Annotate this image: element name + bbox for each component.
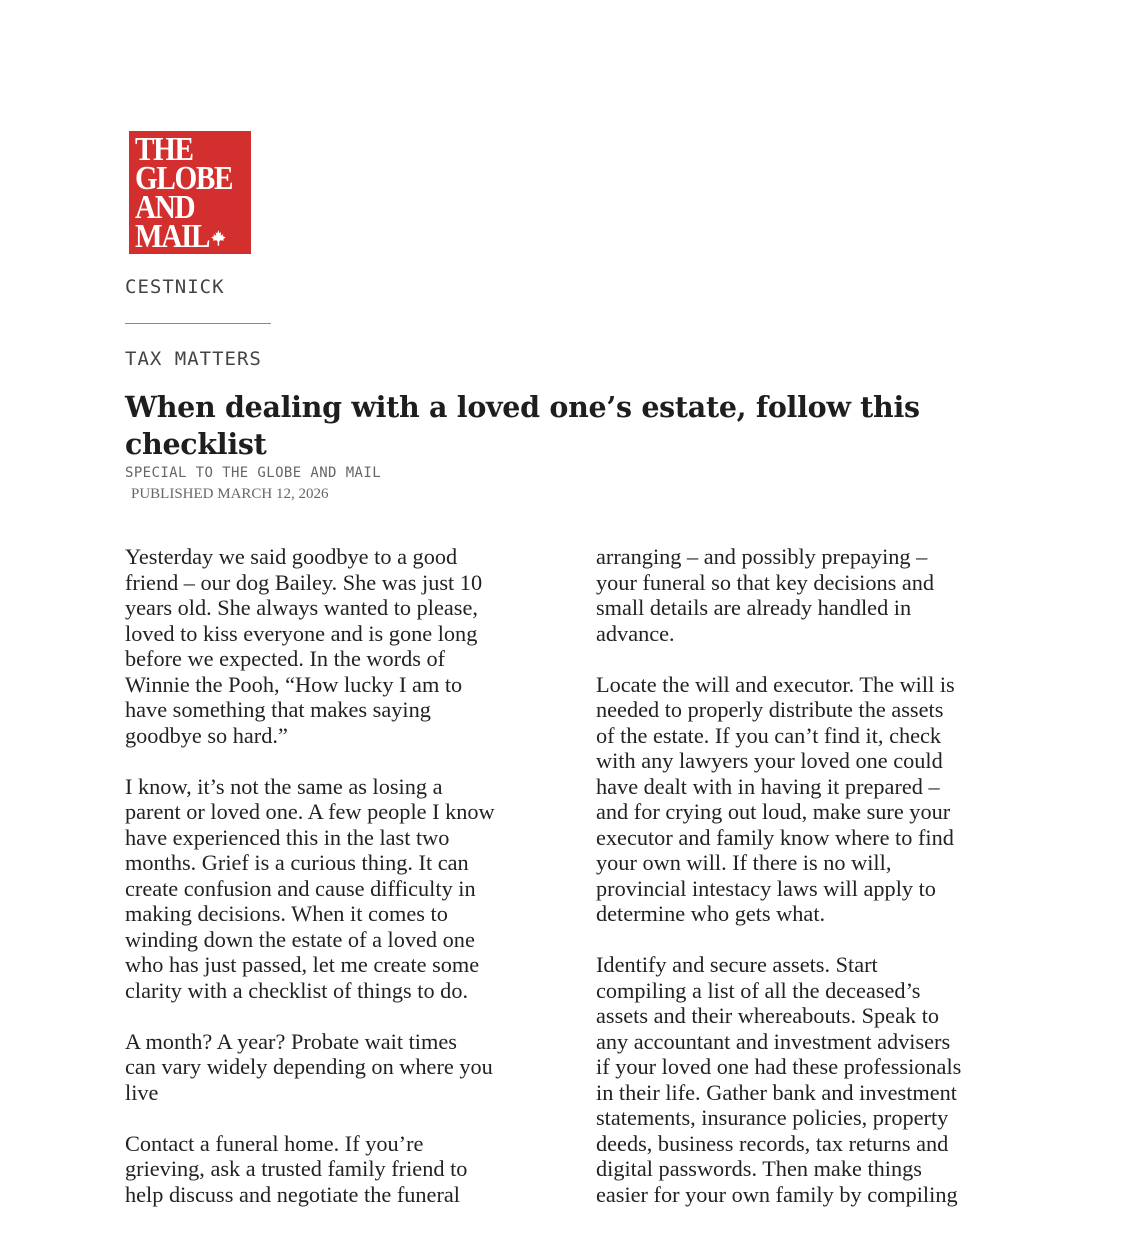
- publish-date: PUBLISHED MARCH 12, 2026: [131, 486, 329, 502]
- section-kicker: TAX MATTERS: [125, 348, 262, 370]
- article-paragraph: arranging – and possibly prepaying – your funeral so that key decisions and small details are already handled in advance.: [596, 544, 935, 646]
- logo-line-1: THE: [135, 131, 193, 168]
- article-column-left: [125, 544, 535, 1233]
- logo-line-2: GLOBE: [135, 160, 233, 197]
- article-paragraph: Identify and secure assets. Start compiling a list of all the deceased’s assets and their whereabouts. Speak to any accountant and investment advisers if your loved one had these professionals in their life. Gather bank and investment statements, insurance policies, property deeds, business records, tax returns and digital passwords. Then make things easier for your own family by compiling: [596, 952, 962, 1207]
- article-paragraph: Contact a funeral home. If you’re grieving, ask a trusted family friend to help discuss and negotiate the funeral: [125, 1130, 468, 1207]
- headline: When dealing with a loved one’s estate, follow this checklist: [125, 390, 920, 461]
- byline: SPECIAL TO THE GLOBE AND MAIL: [125, 465, 382, 481]
- author-kicker: CESTNICK: [125, 276, 225, 298]
- logo-line-4-text: MAIL: [135, 218, 210, 255]
- article-paragraph: Yesterday we said goodbye to a good friend – our dog Bailey. She was just 10 years old. She always wanted to please, loved to kiss everyone and is gone long before we expected. In the words of Winnie the Pooh, “How lucky I am to have something that makes saying goodbye so hard.”: [125, 544, 483, 748]
- article-paragraph: A month? A year? Probate wait times can vary widely depending on where you live: [125, 1028, 493, 1105]
- divider: [125, 323, 271, 324]
- logo-line-3: AND: [135, 189, 195, 226]
- logo-line-4: [135, 218, 235, 255]
- maple-leaf-icon: [211, 230, 226, 246]
- article-column-right: [596, 544, 1006, 1233]
- article-paragraph: I know, it’s not the same as losing a parent or loved one. A few people I know have experienced this in the last two months. Grief is a curious thing. It can create confusion and cause difficulty in making decisions. When it comes to winding down the estate of a loved one who has just passed, let me create some clarity with a checklist of things to do.: [125, 773, 495, 1003]
- article-paragraph: Locate the will and executor. The will is needed to properly distribute the assets of the estate. If you can’t find it, check with any lawyers your loved one could have dealt with in having it prepared – and for crying out loud, make sure your executor and family know where to find your own will. If there is no will, provincial intestacy laws will apply to determine who gets what.: [596, 671, 955, 926]
- globe-and-mail-logo: [129, 131, 251, 254]
